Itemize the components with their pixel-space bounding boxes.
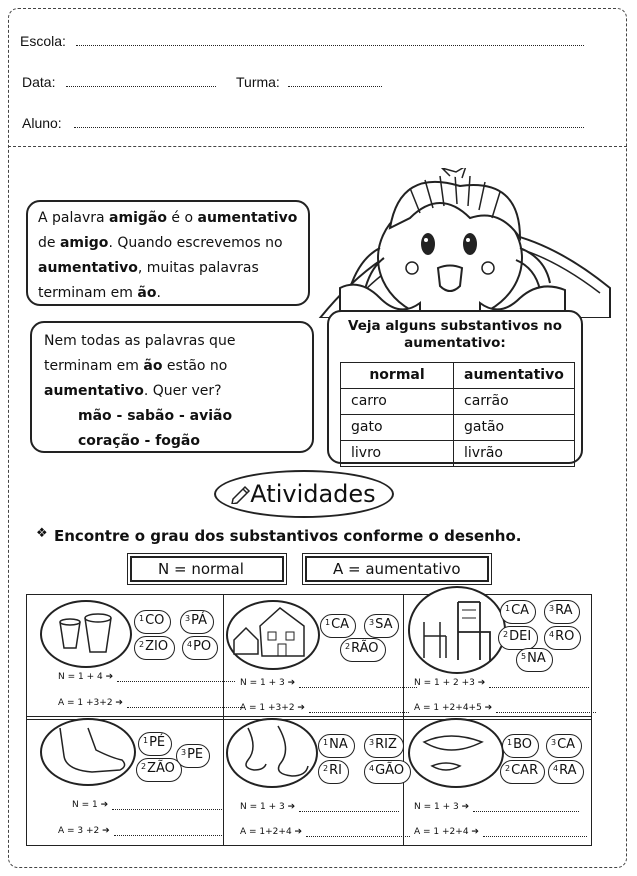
syllable-number: 3 (369, 618, 375, 627)
answer-line[interactable] (299, 687, 417, 688)
syllable-number: 2 (503, 630, 509, 639)
school-field[interactable] (76, 45, 584, 46)
formula-text: A = 1 +2+4+5 (414, 703, 482, 713)
grid-divider (403, 595, 404, 845)
b1-word: amigão (109, 210, 167, 226)
b1-text: A palavra (38, 210, 110, 226)
syllable-text: PE (187, 747, 204, 762)
syllable-number: 2 (139, 640, 145, 649)
syllable-chip (544, 626, 581, 650)
feet-drawing (40, 718, 136, 786)
b1-word: aumentativo (197, 210, 298, 226)
b1-text: , muitas palavras (137, 260, 259, 276)
b1-text: . Quando escrevemos no (108, 235, 283, 251)
syllable-text: RA (555, 603, 573, 618)
syllable-chip (546, 734, 582, 758)
syllable-number: 4 (187, 640, 193, 649)
formula-aug: A = 1 +3+2 ➔ (58, 698, 245, 708)
syllable-text: NA (527, 651, 546, 666)
pencil-icon (230, 482, 252, 504)
syllable-number: 2 (345, 642, 351, 651)
b2-line: Nem todas as palavras que (44, 333, 236, 349)
activities-label: Atividades (250, 480, 376, 508)
formula-aug: A = 1 +3+2 ➔ (240, 703, 409, 713)
syllable-number: 1 (505, 604, 511, 613)
syllable-number: 1 (143, 736, 149, 745)
table-row (341, 389, 575, 415)
diamond-bullet-icon: ❖ (36, 526, 48, 541)
cell: gatão (454, 415, 575, 441)
date-field[interactable] (66, 86, 216, 87)
legend-normal (130, 556, 284, 582)
answer-line[interactable] (112, 809, 222, 810)
cell: gato (341, 415, 454, 441)
syllable-chip (134, 610, 171, 634)
syllable-chip (364, 760, 411, 784)
syllable-number: 2 (323, 764, 329, 773)
b2-word: ão (143, 358, 163, 374)
b2-text: terminam em (44, 358, 144, 374)
chairs-drawing (408, 586, 509, 674)
formula-text: N = 1 + 3 (414, 802, 459, 812)
formula-text: A = 1 +2+4 (414, 827, 469, 837)
answer-line[interactable] (299, 811, 399, 812)
syllable-chip (136, 758, 182, 782)
formula-normal: N = 1 + 3 ➔ (240, 678, 417, 688)
syllable-text: PO (193, 639, 212, 654)
answer-line[interactable] (489, 687, 589, 688)
b2-text: . Quer ver? (143, 383, 222, 399)
b2-examples-2: coração - fogão (78, 433, 200, 449)
class-label: Turma: (236, 74, 280, 90)
syllable-chip (318, 734, 355, 758)
syllable-number: 3 (185, 614, 191, 623)
student-label: Aluno: (22, 115, 62, 131)
explanation-bubble (26, 200, 310, 306)
col-aumentativo: aumentativo (454, 363, 575, 389)
col-normal: normal (341, 363, 454, 389)
syllable-chip (176, 744, 210, 768)
syllable-text: NA (329, 737, 348, 752)
syllable-chip (320, 614, 356, 638)
syllable-text: RÃO (351, 641, 379, 656)
syllable-text: CA (511, 603, 530, 618)
table-row (341, 441, 575, 467)
formula-text: N = 1 + 4 (58, 672, 103, 682)
instruction (36, 526, 522, 545)
school-label: Escola: (20, 33, 66, 49)
cups-icon (42, 602, 130, 666)
formula-text: A = 1+2+4 (240, 827, 292, 837)
instruction-text: Encontre o grau dos substantivos conforme o desenho. (54, 527, 522, 545)
augmentative-table (340, 362, 575, 467)
syllable-chip (364, 614, 399, 638)
b1-text: é o (166, 210, 198, 226)
syllable-number: 1 (139, 614, 145, 623)
syllable-number: 2 (505, 764, 511, 773)
cups-drawing (40, 600, 132, 668)
syllable-number: 3 (369, 738, 375, 747)
answer-line[interactable] (114, 835, 224, 836)
syllable-chip (548, 760, 584, 784)
syllable-text: RIZ (375, 737, 397, 752)
nose-icon (228, 720, 316, 786)
foot-icon (42, 720, 134, 784)
syllable-chip (502, 734, 539, 758)
formula-text: N = 1 + 3 (240, 678, 285, 688)
syllable-text: CA (557, 737, 576, 752)
b2-examples-1: mão - sabão - avião (78, 408, 233, 424)
formula-text: N = 1 (72, 800, 98, 810)
cell: livro (341, 441, 454, 467)
cell: livrão (454, 441, 575, 467)
formula-text: A = 3 +2 (58, 826, 100, 836)
formula-text: A = 1 +3+2 (58, 698, 113, 708)
legend-aug-text: A = aumentativo (333, 560, 461, 578)
syllable-chip (500, 600, 536, 624)
syllable-text: GÃO (375, 763, 405, 778)
formula-aug: A = 3 +2 ➔ (58, 826, 224, 836)
formula-text: N = 1 + 3 (240, 802, 285, 812)
syllable-chip (500, 760, 545, 784)
cell: carro (341, 389, 454, 415)
syllable-chip (138, 732, 172, 756)
syllable-number: 4 (369, 764, 375, 773)
b2-word: aumentativo (44, 383, 144, 399)
syllable-text: DEI (509, 629, 532, 644)
class-field[interactable] (288, 86, 382, 87)
syllable-chip (544, 600, 580, 624)
girl-illustration (300, 168, 612, 318)
syllable-text: BO (513, 737, 533, 752)
syllable-number: 3 (181, 748, 187, 757)
legend-normal-text: N = normal (158, 560, 244, 578)
grid-divider (27, 716, 591, 717)
syllable-text: SA (375, 617, 393, 632)
syllable-number: 5 (521, 652, 527, 661)
syllable-text: PÉ (149, 735, 166, 750)
chair-icon (410, 588, 504, 672)
syllable-chip (182, 636, 218, 660)
formula-aug: A = 1 +2+4 ➔ (414, 827, 587, 837)
syllable-chip (318, 760, 349, 784)
mouths-drawing (408, 718, 504, 788)
b1-word: amigo (59, 235, 109, 251)
b2-text: estão no (162, 358, 228, 374)
syllable-number: 3 (549, 604, 555, 613)
activities-title (214, 470, 394, 518)
formula-aug: A = 1 +2+4+5 ➔ (414, 703, 596, 713)
houses-drawing (226, 600, 320, 670)
answer-line[interactable] (306, 836, 410, 837)
syllable-text: PÁ (191, 613, 207, 628)
syllable-text: CAR (511, 763, 539, 778)
formula-normal: N = 1 ➔ (72, 800, 222, 810)
syllable-number: 4 (553, 764, 559, 773)
mouth-icon (410, 720, 502, 786)
syllable-number: 1 (323, 738, 329, 747)
b1-text: de (38, 235, 60, 251)
syllable-number: 4 (549, 630, 555, 639)
syllable-text: ZIO (145, 639, 169, 654)
syllable-number: 1 (507, 738, 513, 747)
b1-word: aumentativo (38, 260, 138, 276)
student-field[interactable] (74, 127, 584, 128)
cell: carrão (454, 389, 575, 415)
legend-aumentativo (305, 556, 489, 582)
syllable-text: RI (329, 763, 342, 778)
formula-normal: N = 1 + 2 +3 ➔ (414, 678, 589, 688)
table-row (341, 415, 575, 441)
syllable-number: 1 (325, 618, 331, 627)
header-divider (8, 146, 627, 147)
syllable-text: CA (331, 617, 350, 632)
exceptions-bubble (30, 321, 314, 453)
formula-normal: N = 1 + 4 ➔ (58, 672, 235, 682)
examples-title: Veja alguns substantivos no aumentativo: (348, 318, 562, 351)
answer-line[interactable] (496, 712, 596, 713)
noses-drawing (226, 718, 318, 788)
answer-line[interactable] (309, 712, 409, 713)
syllable-text: ZÃO (147, 761, 175, 776)
b1-text: . (156, 285, 161, 301)
answer-line[interactable] (117, 681, 235, 682)
b1-text: terminam em (38, 285, 138, 301)
formula-text: A = 1 +3+2 (240, 703, 295, 713)
answer-line[interactable] (473, 811, 579, 812)
syllable-text: CO (145, 613, 165, 628)
formula-normal: N = 1 + 3 ➔ (414, 802, 579, 812)
formula-aug: A = 1+2+4 ➔ (240, 827, 410, 837)
syllable-text: RA (559, 763, 577, 778)
formula-text: N = 1 + 2 +3 (414, 678, 475, 688)
b1-word: ão (137, 285, 157, 301)
formula-normal: N = 1 + 3 ➔ (240, 802, 399, 812)
syllable-chip (134, 636, 175, 660)
syllable-number: 2 (141, 762, 147, 771)
answer-line[interactable] (483, 836, 587, 837)
syllable-chip (180, 610, 214, 634)
date-label: Data: (22, 74, 56, 90)
house-icon (228, 602, 318, 668)
syllable-chip (498, 626, 538, 650)
syllable-chip (340, 638, 386, 662)
examples-bubble (327, 310, 583, 464)
grid-divider (223, 595, 224, 845)
syllable-text: RO (555, 629, 575, 644)
syllable-chip (516, 648, 553, 672)
answer-line[interactable] (127, 707, 245, 708)
syllable-chip (364, 734, 404, 758)
syllable-number: 3 (551, 738, 557, 747)
